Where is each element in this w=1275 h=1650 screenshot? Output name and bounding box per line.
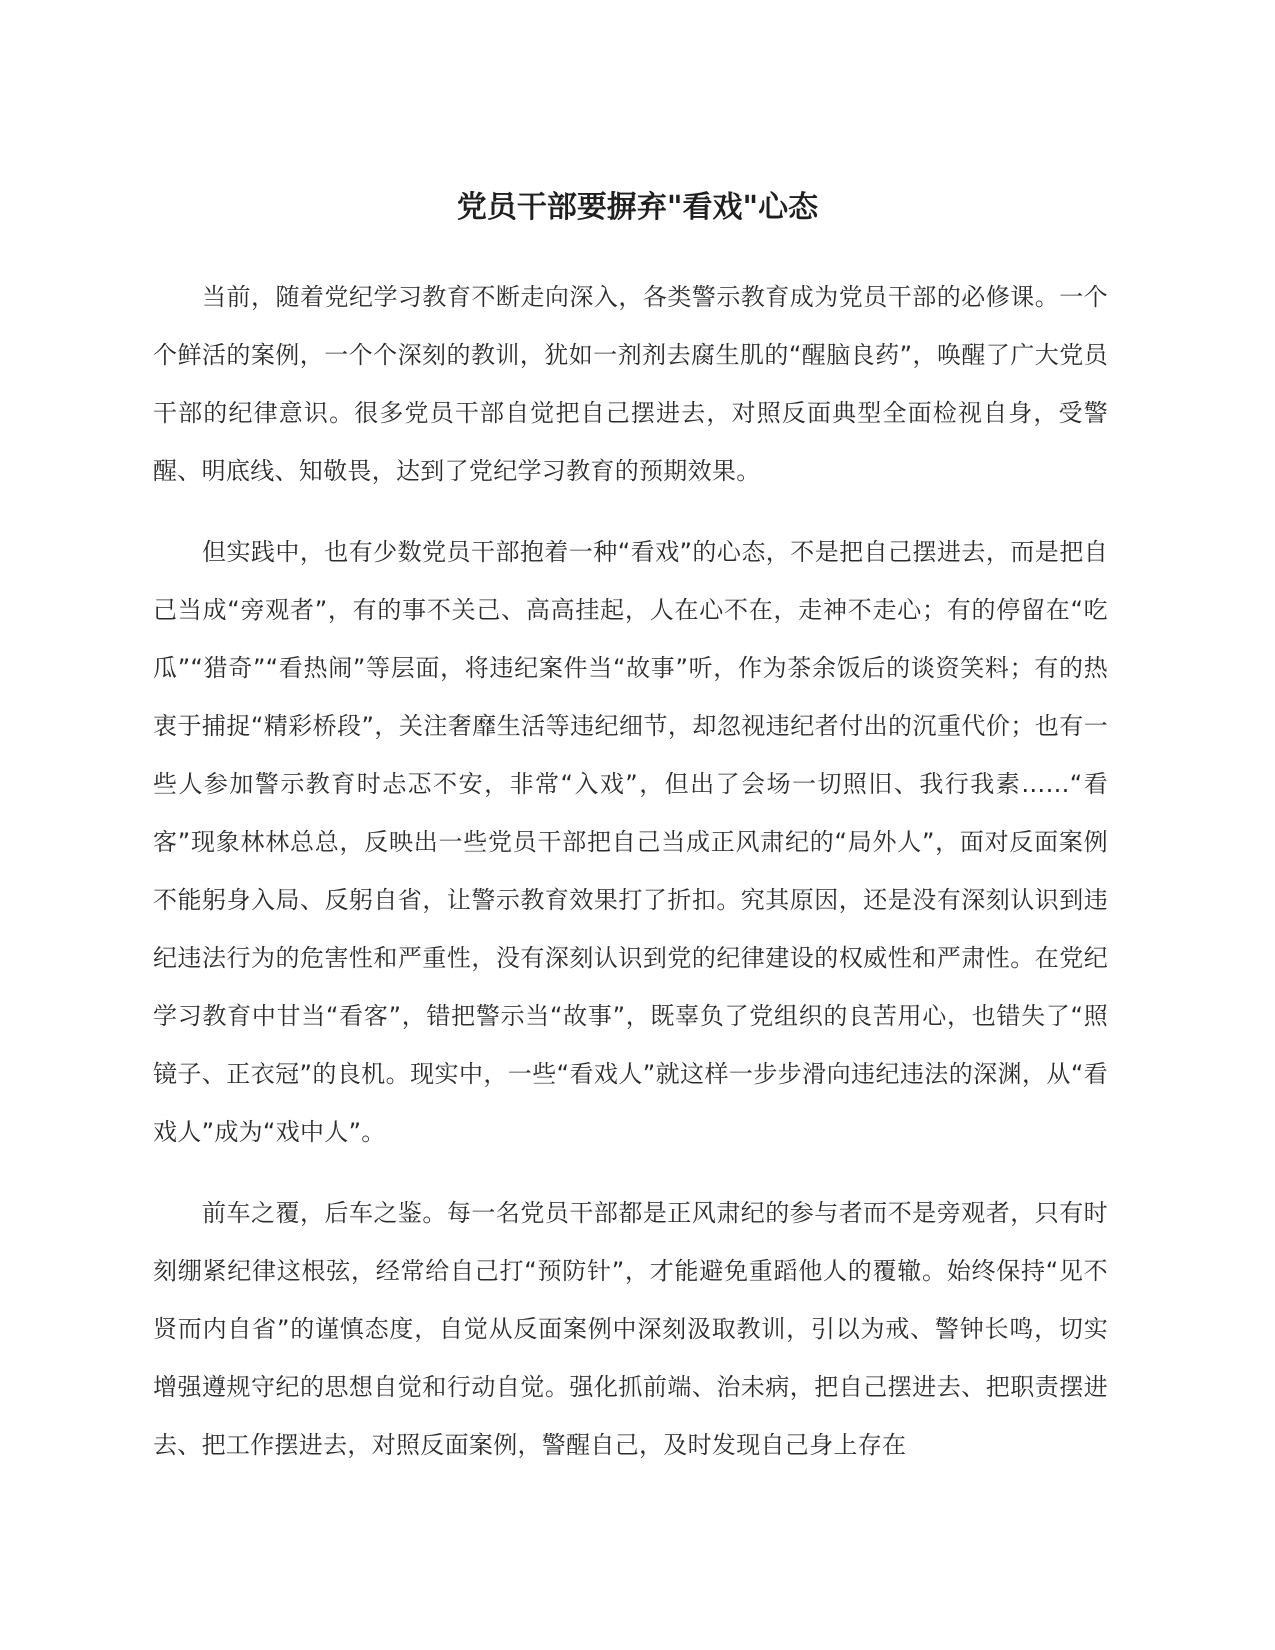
paragraph: 当前，随着党纪学习教育不断走向深入，各类警示教育成为党员干部的必修课。一个个鲜活的案例，一个个深刻的教训，犹如一剂剂去腐生肌的“醒脑良药”，唤醒了广大党员干部的纪律意识。很多党员干部自觉把自己摆进去，对照反面典型全面检视自身，受警醒、明底线、知敬畏，达到了党纪学习教育的预期效果。 — [153, 283, 1108, 485]
paragraph: 但实践中，也有少数党员干部抱着一种“看戏”的心态，不是把自己摆进去，而是把自己当成“旁观者”，有的事不关己、高高挂起，人在心不在，走神不走心；有的停留在“吃瓜”“猎奇”“看热闹”等层面，将违纪案件当“故事”听，作为茶余饭后的谈资笑料；有的热衷于捕捉“精彩桥段”，关注奢靡生活等违纪细节，却忽视违纪者付出的沉重代价；也有一些人参加警示教育时忐忑不安，非常“入戏”，但出了会场一切照旧、我行我素……“看客”现象林林总总，反映出一些党员干部把自己当成正风肃纪的“局外人”，面对反面案例不能躬身入局、反躬自省，让警示教育效果打了折扣。究其原因，还是没有深刻认识到违纪违法行为的危害性和严重性，没有深刻认识到党的纪律建设的权威性和严肃性。在党纪学习教育中甘当“看客”，错把警示当“故事”，既辜负了党组织的良苦用心，也错失了“照镜子、正衣冠”的良机。现实中，一些“看戏人”就这样一步步滑向违纪违法的深渊，从“看戏人”成为“戏中人”。 — [153, 538, 1108, 1146]
document-body — [153, 268, 1108, 1497]
paragraph: 前车之覆，后车之鉴。每一名党员干部都是正风肃纪的参与者而不是旁观者，只有时刻绷紧纪律这根弦，经常给自己打“预防针”，才能避免重蹈他人的覆辙。始终保持“见不贤而内自省”的谨慎态度，自觉从反面案例中深刻汲取教训，引以为戒、警钟长鸣，切实增强遵规守纪的思想自觉和行动自觉。强化抓前端、治未病，把自己摆进去、把职责摆进去、把工作摆进去，对照反面案例，警醒自己，及时发现自己身上存在 — [153, 1199, 1108, 1459]
document-title: 党员干部要摒弃"看戏"心态 — [456, 190, 819, 225]
